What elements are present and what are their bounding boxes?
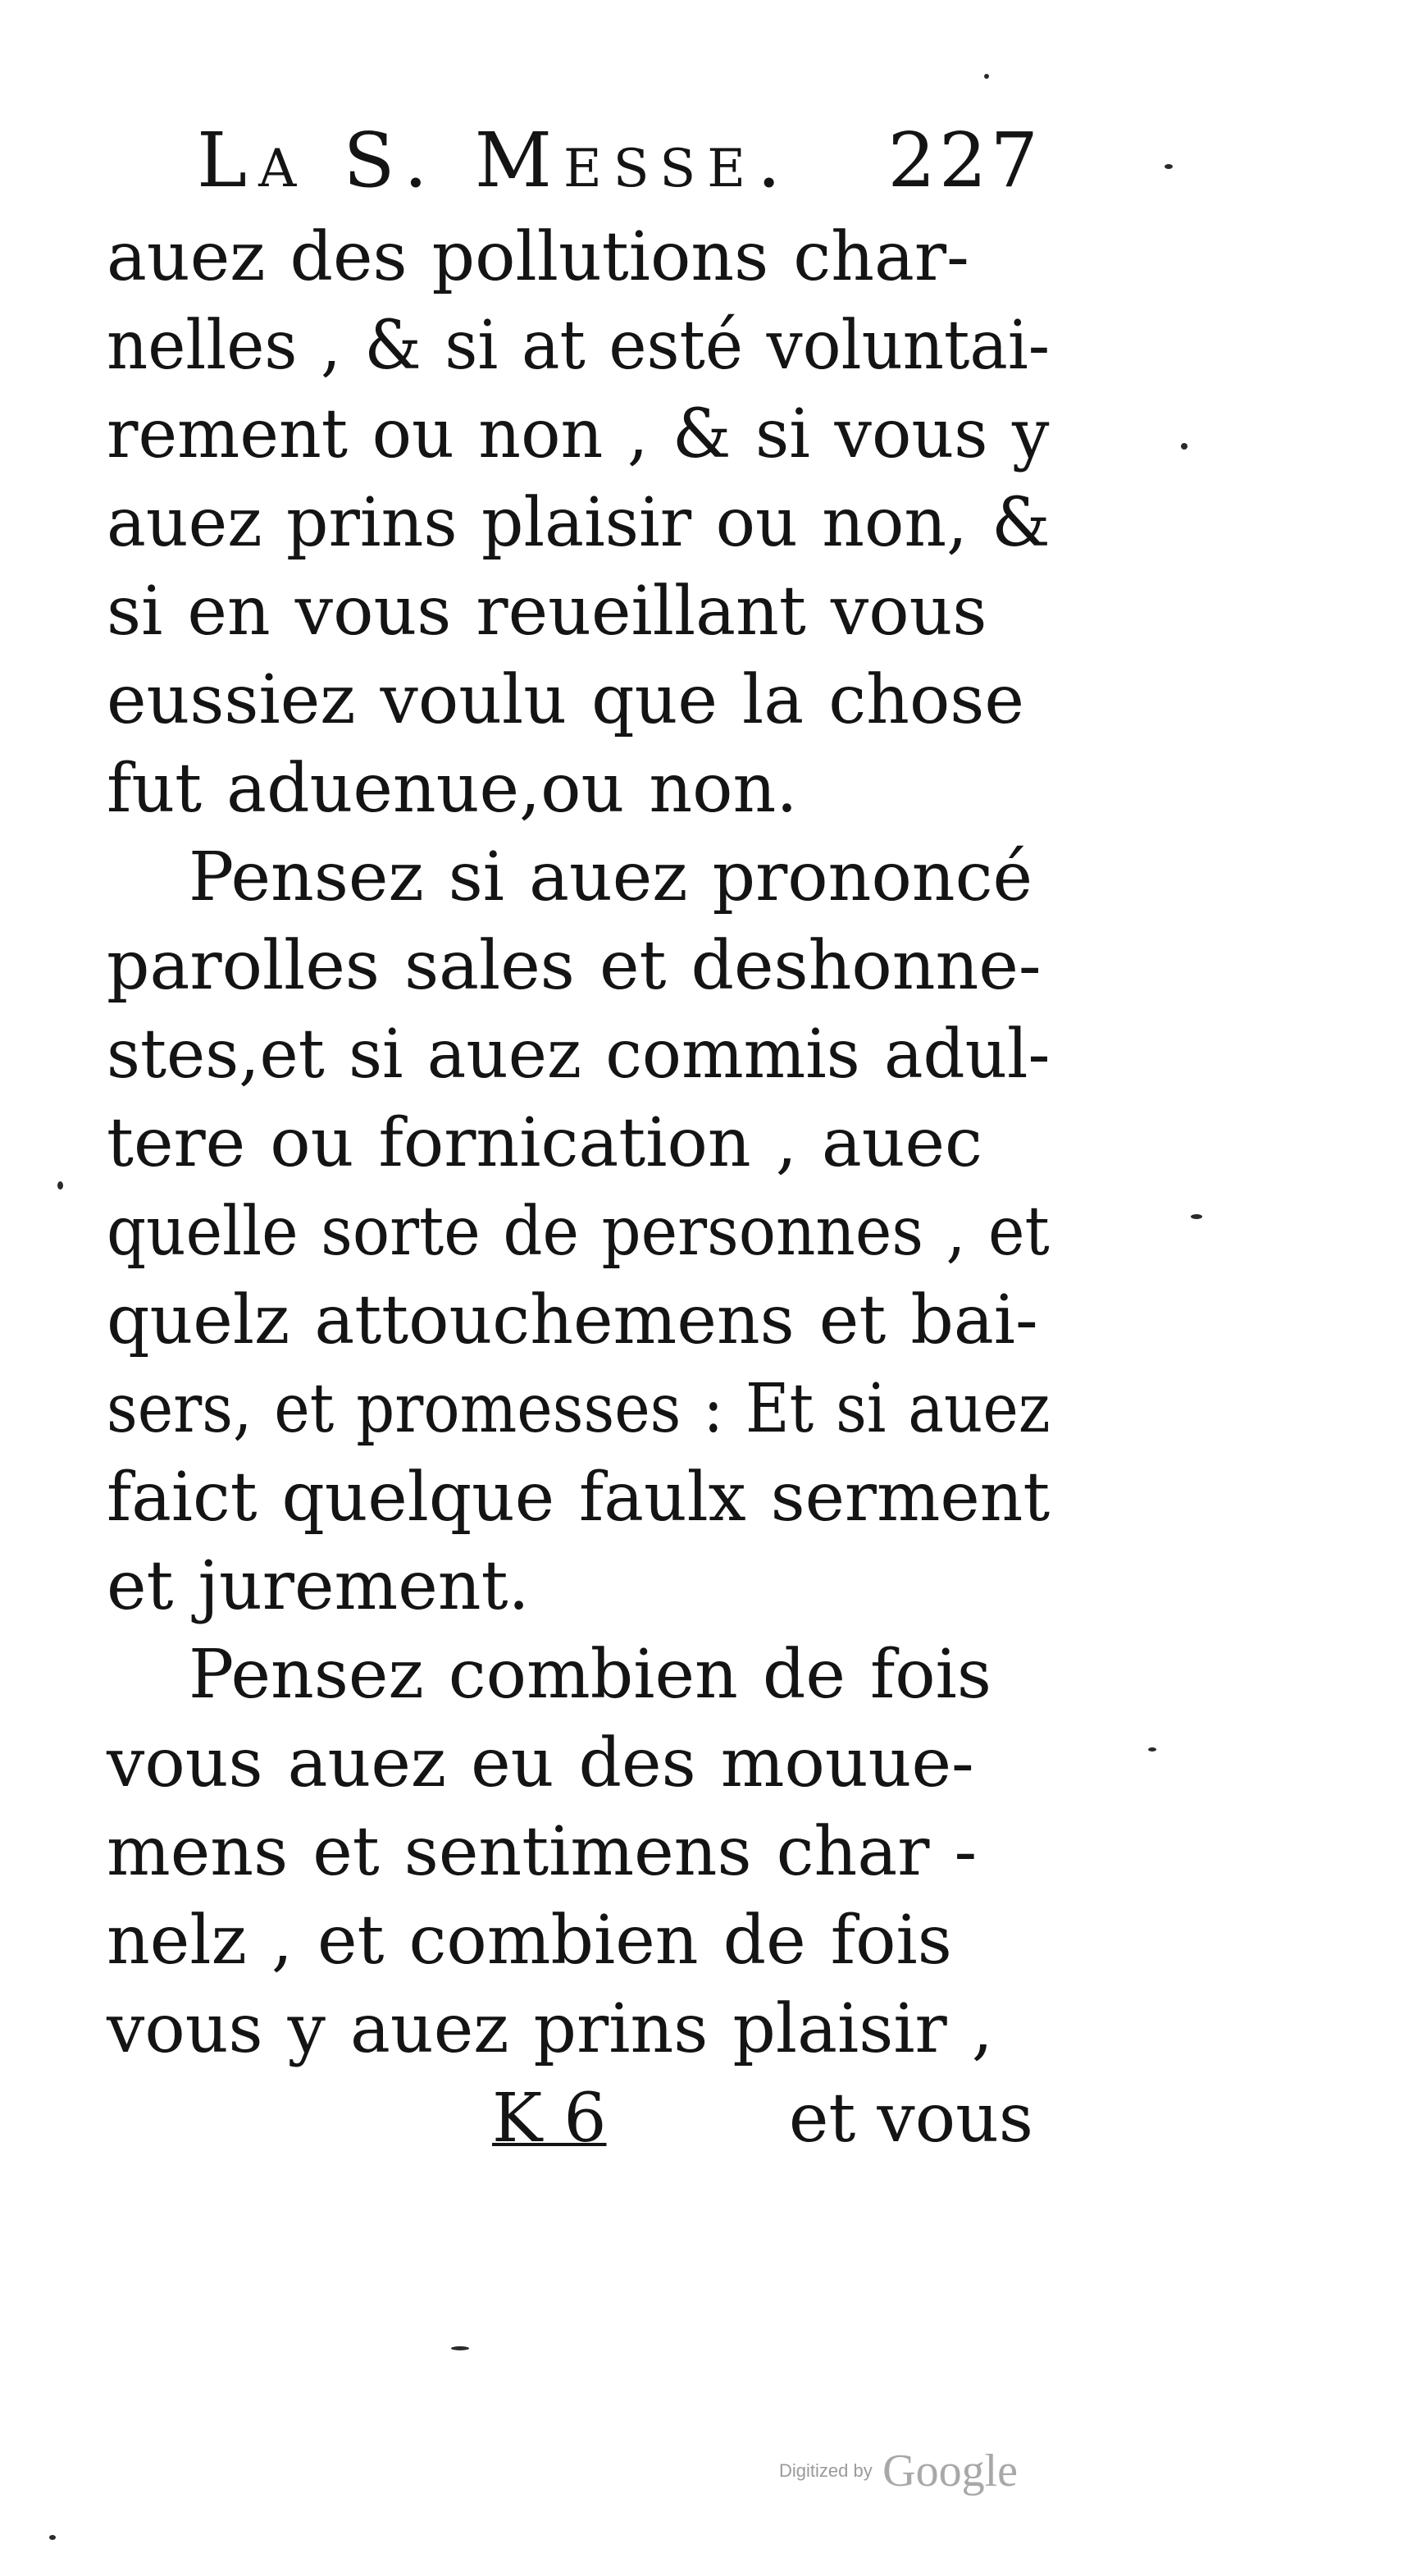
paragraph-start-line: Pensez si auez prononcé — [189, 838, 1033, 916]
text-line: nelles , & si at esté voluntai- — [107, 307, 1051, 385]
text-line: auez prins plaisir ou non, & — [107, 484, 1051, 562]
text-line: fut aduenue,ou non. — [107, 750, 798, 828]
signature-mark: K 6 — [492, 2080, 607, 2158]
text-line: tere ou fornication , auec — [107, 1104, 982, 1182]
text-line: stes,et si auez commis adul- — [107, 1016, 1051, 1094]
running-head-title: La S. Messe. — [197, 116, 793, 204]
scan-speck — [984, 74, 989, 79]
text-line: parolles sales et deshonne- — [107, 927, 1042, 1005]
scan-speck — [49, 2535, 56, 2540]
text-line: vous y auez prins plaisir , — [107, 1990, 993, 2068]
google-logo: Google — [882, 2446, 1019, 2496]
body-text — [107, 213, 1050, 2074]
text-line: auez des pollutions char- — [107, 218, 969, 296]
scan-speck — [57, 1181, 63, 1190]
catchword: et vous — [788, 2080, 1033, 2158]
text-line: si en vous reueillant vous — [107, 573, 987, 651]
text-line: nelz , et combien de fois — [107, 1902, 952, 1980]
scan-speck — [1148, 1747, 1156, 1752]
paragraph-start-line: Pensez combien de fois — [189, 1636, 991, 1714]
text-line: vous auez eu des mouue- — [107, 1724, 974, 1802]
text-block — [107, 107, 1050, 2164]
scan-speck — [1191, 1214, 1202, 1219]
page-footer — [107, 2074, 1050, 2164]
page-number: 227 — [887, 116, 1042, 204]
scan-speck — [451, 2346, 469, 2350]
text-line: et jurement. — [107, 1547, 530, 1625]
text-line: quelle sorte de personnes , et — [107, 1193, 1050, 1271]
scan-speck — [1165, 164, 1173, 169]
digitized-by-text: Digitized by — [779, 2460, 873, 2481]
scan-speck — [1181, 443, 1187, 450]
text-line: eussiez voulu que la chose — [107, 661, 1024, 739]
text-line: rement ou non , & si vous y — [107, 395, 1050, 473]
text-line: quelz attouchemens et bai- — [107, 1281, 1038, 1359]
digitized-watermark — [779, 2445, 1018, 2497]
running-head — [107, 107, 1050, 213]
text-line: mens et sentimens char - — [107, 1813, 978, 1891]
text-line: faict quelque faulx serment — [107, 1459, 1051, 1537]
text-line: sers, et promesses : Et si auez — [107, 1370, 1051, 1448]
